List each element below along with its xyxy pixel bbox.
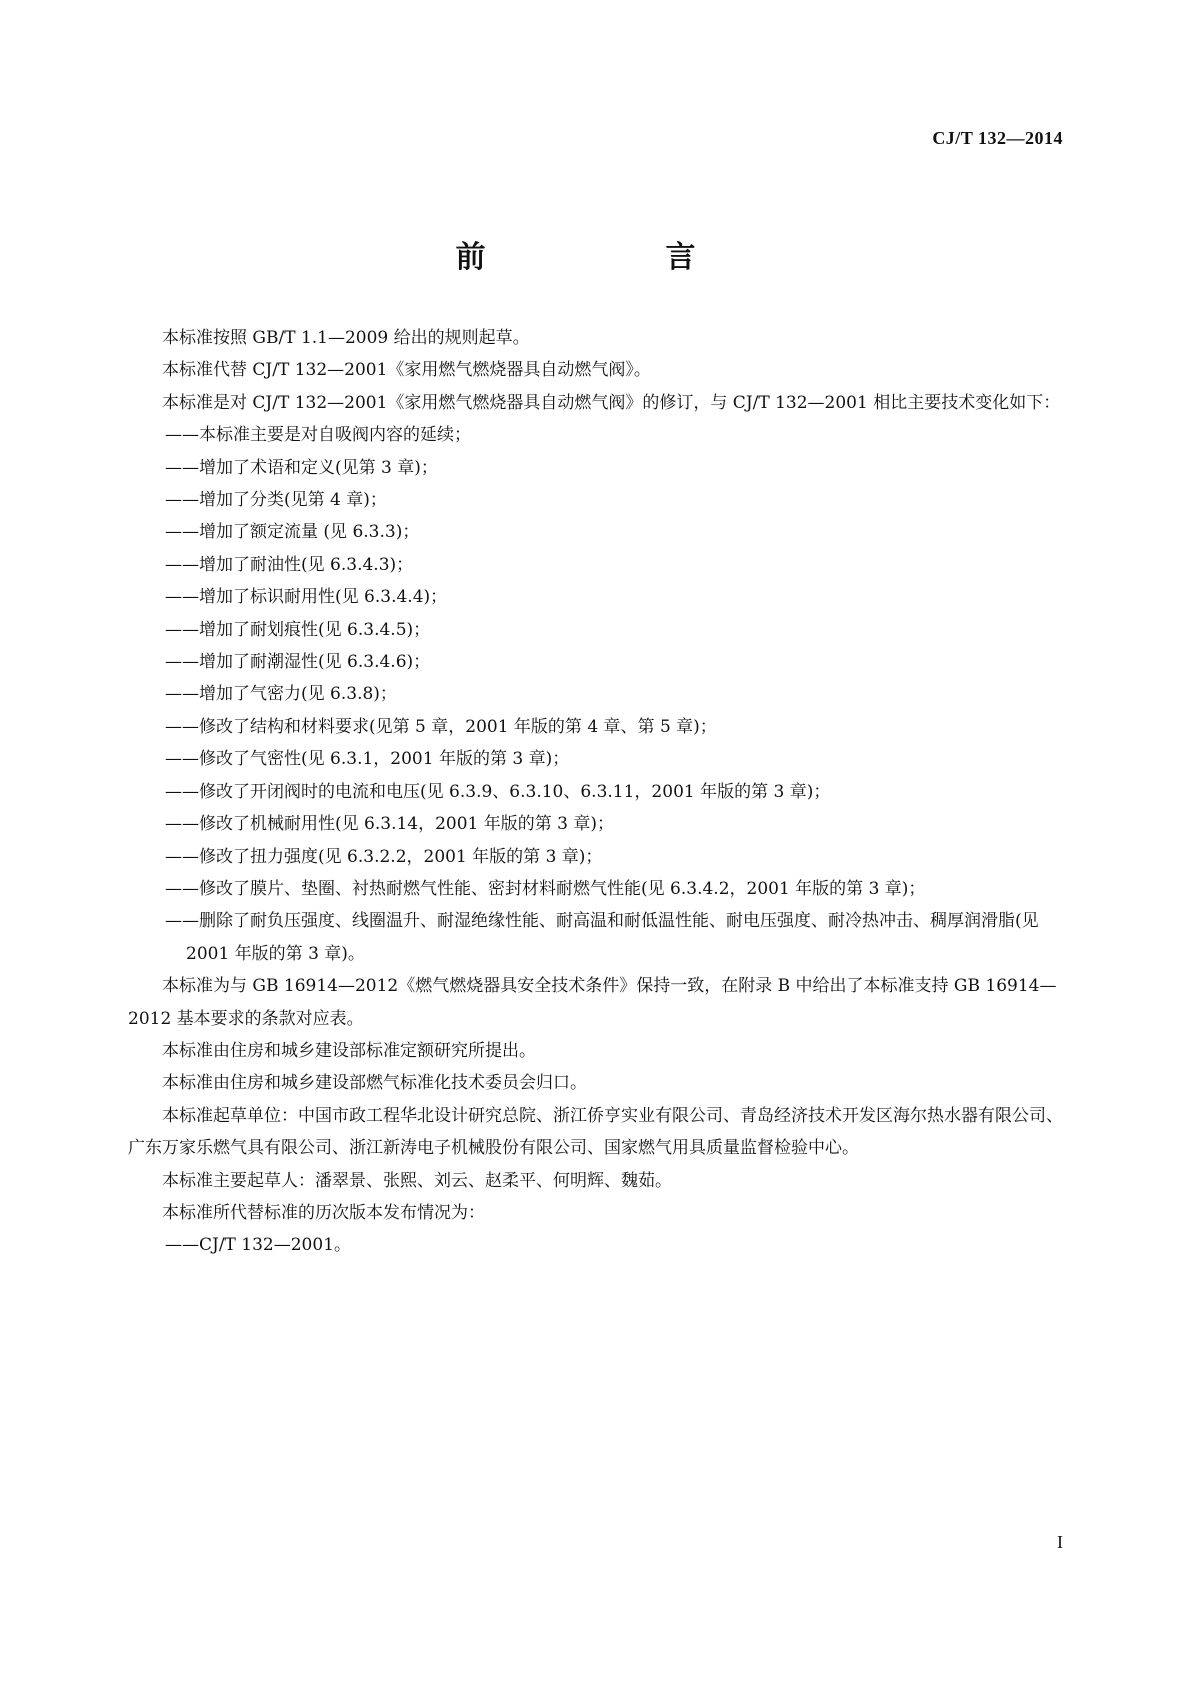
document-code: CJ/T 132—2014 bbox=[932, 128, 1063, 148]
change-item: ——增加了耐潮湿性(见 6.3.4.6)； bbox=[165, 652, 431, 673]
previous-version-item: ——CJ/T 132—2001。 bbox=[165, 1235, 352, 1256]
paragraph: 本标准按照 GB/T 1.1—2009 给出的规则起草。 bbox=[162, 328, 530, 348]
change-item: ——增加了分类(见第 4 章)； bbox=[165, 490, 387, 511]
paragraph: 本标准由住房和城乡建设部标准定额研究所提出。 bbox=[162, 1040, 536, 1061]
change-item: ——修改了结构和材料要求(见第 5 章，2001 年版的第 4 章、第 5 章)； bbox=[165, 716, 717, 737]
change-item: ——修改了气密性(见 6.3.1，2001 年版的第 3 章)； bbox=[165, 749, 570, 770]
change-item: ——增加了术语和定义(见第 3 章)； bbox=[165, 457, 438, 478]
change-item: ——修改了膜片、垫圈、衬热耐燃气性能、密封材料耐燃气性能(见 6.3.4.2，2001 年版的第 3 章)； bbox=[165, 878, 926, 899]
paragraph: 本标准主要起草人：潘翠景、张熙、刘云、赵柔平、何明辉、魏茹。 bbox=[162, 1170, 672, 1191]
change-item: ——增加了额定流量 (见 6.3.3)； bbox=[165, 522, 420, 543]
change-item: ——增加了标识耐用性(见 6.3.4.4)； bbox=[165, 587, 448, 608]
paragraph: 本标准由住房和城乡建设部燃气标准化技术委员会归口。 bbox=[162, 1073, 587, 1094]
change-item: ——增加了耐油性(见 6.3.4.3)； bbox=[165, 554, 414, 575]
change-item: ——本标准主要是对自吸阀内容的延续； bbox=[165, 425, 471, 446]
foreword-body bbox=[128, 322, 1063, 1262]
change-item: ——修改了扭力强度(见 6.3.2.2，2001 年版的第 3 章)； bbox=[165, 846, 603, 867]
paragraph: 本标准为与 GB 16914—2012《燃气燃烧器具安全技术条件》保持一致，在附录 B 中给出了本标准支持 GB 16914—2012 基本要求的条款对应表。 bbox=[128, 976, 1057, 1029]
paragraph: 本标准代替 CJ/T 132—2001《家用燃气燃烧器具自动燃气阀》。 bbox=[162, 360, 651, 381]
change-item: ——删除了耐负压强度、线圈温升、耐湿绝缘性能、耐高温和耐低温性能、耐电压强度、耐冷热冲击、稠厚润滑脂(见 2001 年版的第 3 章)。 bbox=[165, 911, 1039, 964]
paragraph: 本标准是对 CJ/T 132—2001《家用燃气燃烧器具自动燃气阀》的修订，与 CJ/T 132—2001 相比主要技术变化如下： bbox=[162, 392, 1061, 413]
change-item: ——修改了开闭阀时的电流和电压(见 6.3.9、6.3.10、6.3.11，2001 年版的第 3 章)； bbox=[165, 781, 831, 802]
page-title: 前 言 bbox=[455, 240, 736, 275]
paragraph: 本标准所代替标准的历次版本发布情况为： bbox=[162, 1202, 485, 1223]
change-item: ——增加了气密力(见 6.3.8)； bbox=[165, 684, 397, 705]
page-number: I bbox=[1057, 1532, 1063, 1552]
change-item: ——增加了耐划痕性(见 6.3.4.5)； bbox=[165, 619, 431, 640]
paragraph: 本标准起草单位：中国市政工程华北设计研究总院、浙江侨亨实业有限公司、青岛经济技术开发区海尔热水器有限公司、广东万家乐燃气具有限公司、浙江新涛电子机械股份有限公司、国家燃气用具质量监督检验中心。 bbox=[128, 1105, 1063, 1159]
change-item: ——修改了机械耐用性(见 6.3.14，2001 年版的第 3 章)； bbox=[165, 814, 615, 835]
